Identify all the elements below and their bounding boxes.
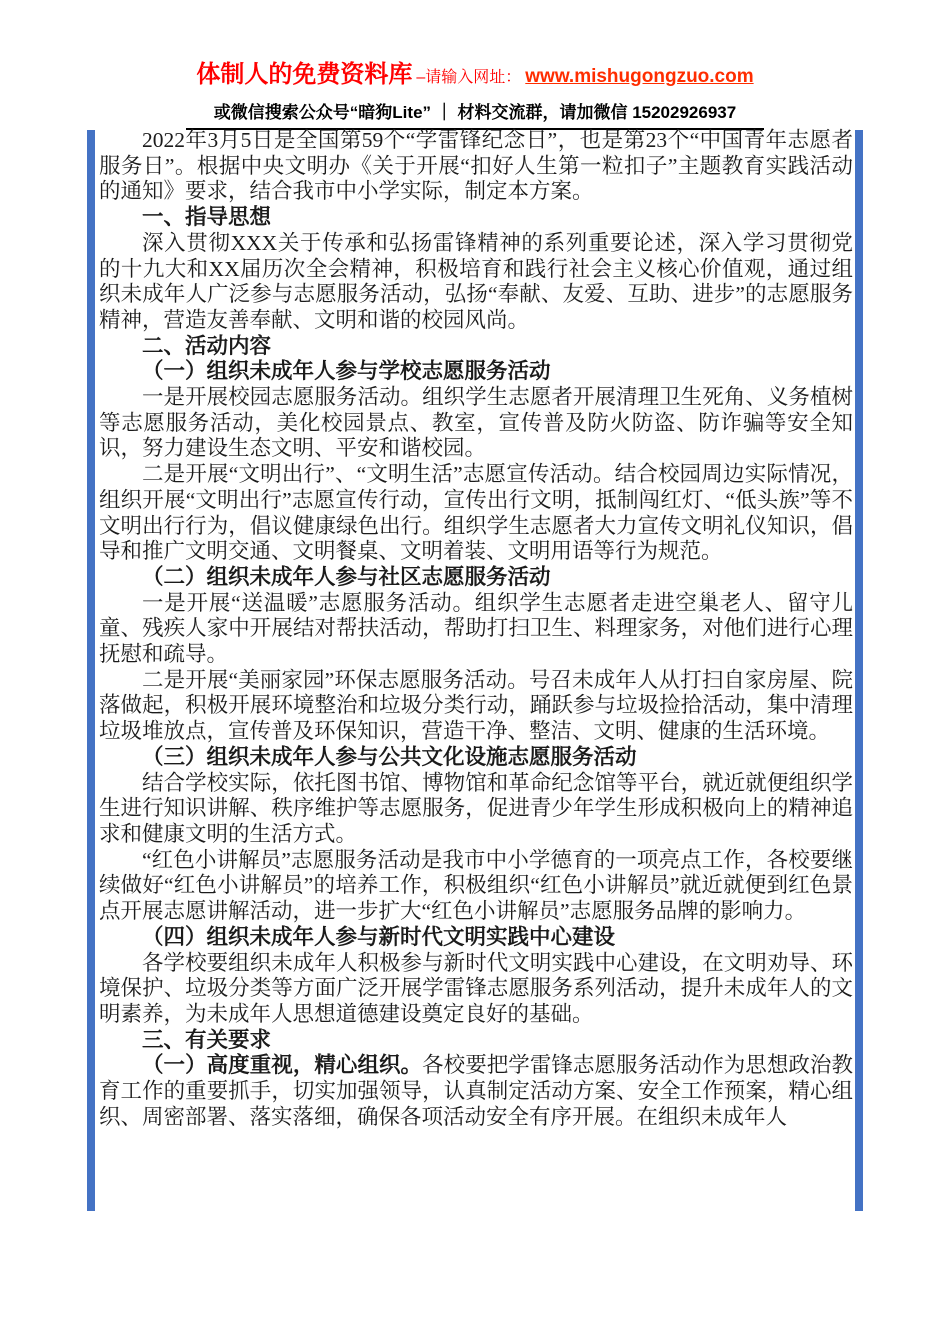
section-heading: 三、有关要求 xyxy=(142,1027,272,1052)
paragraph: 深入贯彻XXX关于传承和弘扬雷锋精神的系列重要论述，深入学习贯彻党的十九大和XX届历次全会精神，积极培育和践行社会主义核心价值观，通过组织未成年人广泛参与志愿服务活动，弘扬“奉献、友爱、互助、进步”的志愿服务精神，营造友善奉献、文明和谐的校园风尚。 xyxy=(99,230,853,332)
banner-box xyxy=(186,60,763,130)
subsection-heading: （一）组织未成年人参与学校志愿服务活动 xyxy=(142,359,551,384)
brand-title: 体制人的免费资料库 xyxy=(196,61,413,88)
left-margin-bar xyxy=(87,130,95,1211)
right-margin-bar xyxy=(855,130,863,1211)
paragraph: “红色小讲解员”志愿服务活动是我市中小学德育的一项亮点工作，各校要继续做好“红色小讲解员”的培养工作，积极组织“红色小讲解员”就近就便到红色景点开展志愿讲解活动，进一步扩大“红色小讲解员”志愿服务品牌的影响力。 xyxy=(99,847,853,924)
paragraph: 结合学校实际，依托图书馆、博物馆和革命纪念馆等平台，就近就便组织学生进行知识讲解、秩序维护等志愿服务，促进青少年学生形成积极向上的精神追求和健康文明的生活方式。 xyxy=(99,770,853,846)
subsection-heading: （二）组织未成年人参与社区志愿服务活动 xyxy=(142,564,551,589)
paragraph: 一是开展“送温暖”志愿服务活动。组织学生志愿者走进空巢老人、留守儿童、残疾人家中开展结对帮扶活动，帮助打扫卫生、料理家务，对他们进行心理抚慰和疏导。 xyxy=(99,590,853,667)
banner-line1 xyxy=(196,60,753,93)
subsection-heading: （四）组织未成年人参与新时代文明实践中心建设 xyxy=(142,924,616,949)
document-body xyxy=(99,128,853,1130)
paragraph: 2022年3月5日是全国第59个“学雷锋纪念日”，也是第23个“中国青年志愿者服务日”。根据中央文明办《关于开展“扣好人生第一粒扣子”主题教育实践活动的通知》要求，结合我市中小学实际，制定本方案。 xyxy=(99,128,853,204)
resource-banner xyxy=(0,60,950,130)
paragraph: 各学校要组织未成年人积极参与新时代文明实践中心建设，在文明劝导、环境保护、垃圾分类等方面广泛开展学雷锋志愿服务系列活动，提升未成年人的文明素养，为未成年人思想道德建设奠定良好的基础。 xyxy=(99,950,853,1026)
subsection-heading: （三）组织未成年人参与公共文化设施志愿服务活动 xyxy=(142,744,637,769)
paragraph: 一是开展校园志愿服务活动。组织学生志愿者开展清理卫生死角、义务植树等志愿服务活动，美化校园景点、教室，宣传普及防火防盗、防诈骗等安全知识，努力建设生态文明、平安和谐校园。 xyxy=(99,385,853,461)
paragraph-lead: （一）高度重视，精心组织。 xyxy=(142,1053,423,1078)
website-link[interactable]: www.mishugongzuo.com xyxy=(525,66,754,87)
paragraph-continuation: 各校要把学雷锋志愿服务活动作为思想政治教育工作的重要抓手，切实加强领导，认真制定活动方案、安全工作预案，精心组织、周密部署、落实落细，确保各项活动安全有序开展。在组织未成年人 xyxy=(99,1053,853,1129)
section-heading: 二、活动内容 xyxy=(142,333,272,358)
section-heading: 一、指导思想 xyxy=(142,205,272,230)
paragraph: 二是开展“美丽家园”环保志愿服务活动。号召未成年人从打扫自家房屋、院落做起，积极开展环境整治和垃圾分类行动，踊跃参与垃圾捡拾活动，集中清理垃圾堆放点，宣传普及环保知识，营造干净、整洁、文明、健康的生活环境。 xyxy=(99,667,853,744)
paragraph xyxy=(99,1053,853,1130)
paragraph: 二是开展“文明出行”、“文明生活”志愿宣传活动。结合校园周边实际情况，组织开展“文明出行”志愿宣传行动，宣传出行文明，抵制闯红灯、“低头族”等不文明出行行为，倡议健康绿色出行。组织学生志愿者大力宣传文明礼仪知识，倡导和推广文明交通、文明餐桌、文明着装、文明用语等行为规范。 xyxy=(99,462,853,564)
banner-line2: 或微信搜索公众号“暗狗Lite” ｜ 材料交流群，请加微信 15202926937 xyxy=(213,103,737,122)
url-prompt: –请输入网址： xyxy=(416,69,522,86)
